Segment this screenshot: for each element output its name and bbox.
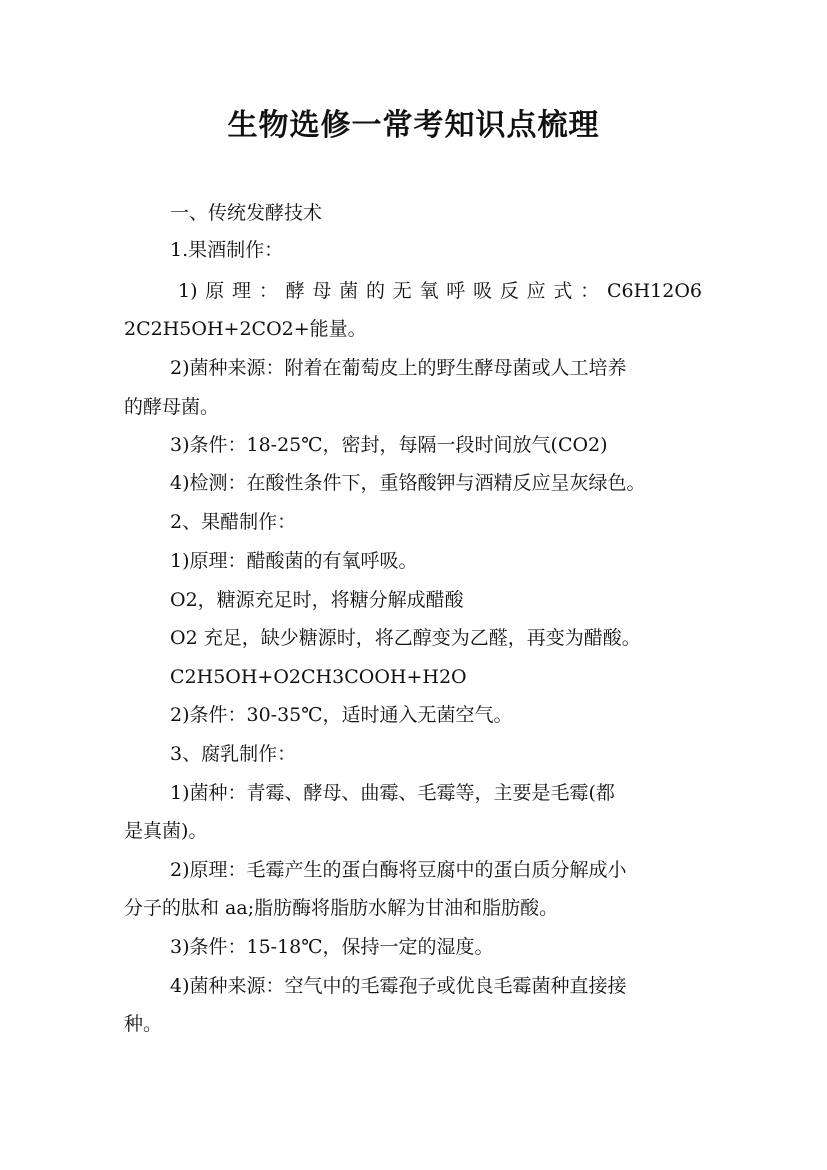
subsection-heading-fermented-tofu: 3、腐乳制作： — [170, 743, 297, 765]
paragraph-line: C2H5OH+O2CH3COOH+H2O — [170, 666, 467, 688]
paragraph-line: 的酵母菌。 — [124, 396, 220, 418]
paragraph-line: 2C2H5OH+2CO2+能量。 — [124, 318, 367, 340]
paragraph-line: 3)条件：15-18℃，保持一定的湿度。 — [170, 936, 494, 958]
paragraph-line: 4)检测：在酸性条件下，重铬酸钾与酒精反应呈灰绿色。 — [170, 472, 646, 494]
subsection-heading-fruit-vinegar: 2、果醋制作： — [170, 511, 297, 533]
paragraph-line: 1)原理：醋酸菌的有氧呼吸。 — [170, 550, 418, 572]
paragraph-line: 2)条件：30-35℃，适时通入无菌空气。 — [170, 704, 513, 726]
paragraph-line: 1)菌种：青霉、酵母、曲霉、毛霉等，主要是毛霉(都 — [170, 782, 615, 804]
paragraph-line: 是真菌)。 — [124, 820, 208, 842]
paragraph-line: 2)原理：毛霉产生的蛋白酶将豆腐中的蛋白质分解成小 — [170, 859, 627, 881]
paragraph-line: 3)条件：18-25℃，密封，每隔一段时间放气(CO2) — [170, 434, 608, 456]
section-heading-traditional-fermentation: 一、传统发酵技术 — [170, 202, 323, 224]
paragraph-line: 2)菌种来源：附着在葡萄皮上的野生酵母菌或人工培养 — [170, 357, 627, 379]
subsection-heading-fruit-wine: 1.果酒制作： — [170, 239, 284, 261]
paragraph-line: O2 充足，缺少糖源时，将乙醇变为乙醛，再变为醋酸。 — [170, 627, 641, 649]
paragraph-line: O2，糖源充足时，将糖分解成醋酸 — [170, 589, 464, 611]
paragraph-line: 分子的肽和 aa;脂肪酶将脂肪水解为甘油和脂肪酸。 — [124, 897, 559, 919]
paragraph-line: 1)原理：酵母菌的无氧呼吸反应式：C6H12O6 — [178, 280, 702, 302]
document-title: 生物选修一常考知识点梳理 — [227, 108, 600, 143]
paragraph-line: 种。 — [124, 1013, 163, 1035]
paragraph-line: 4)菌种来源：空气中的毛霉孢子或优良毛霉菌种直接接 — [170, 975, 627, 997]
